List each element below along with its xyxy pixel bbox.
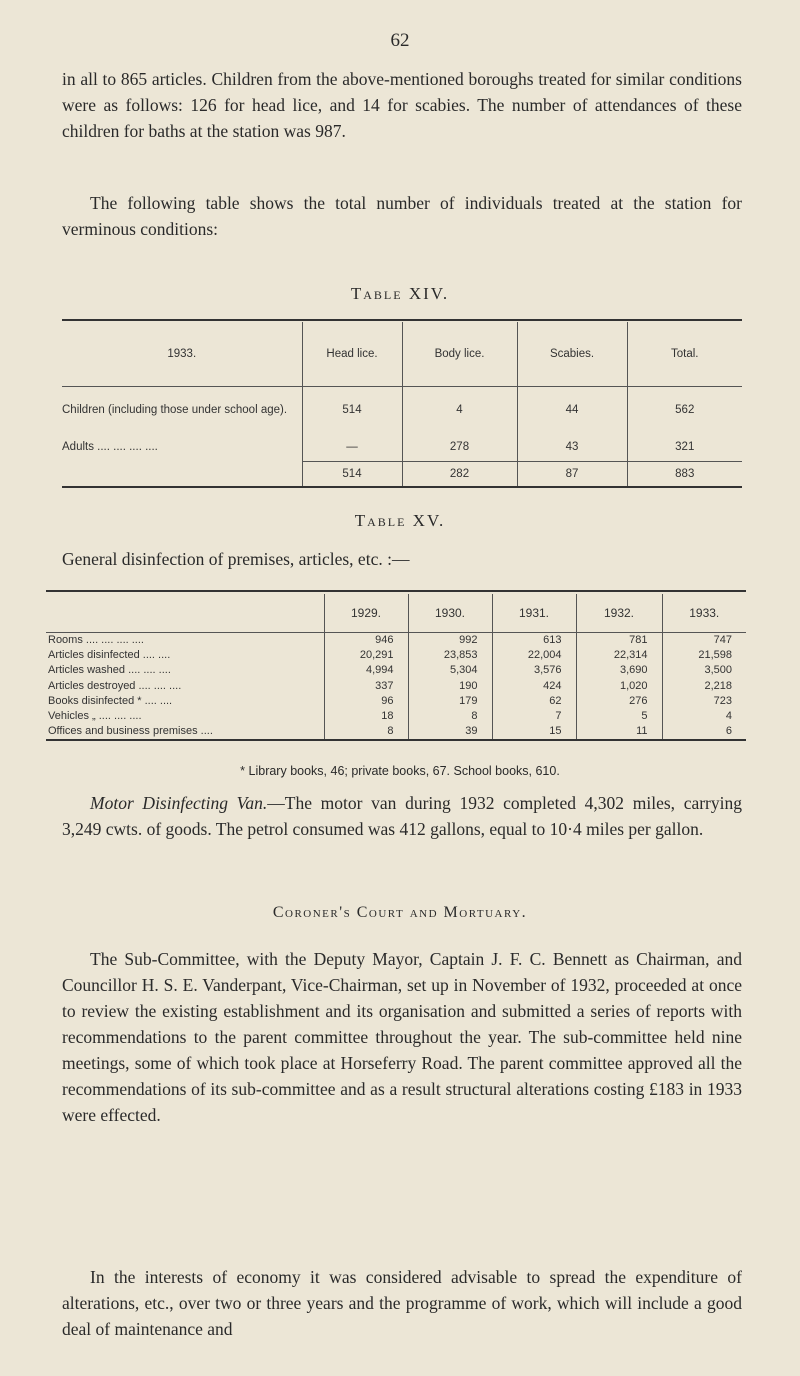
column-header: Scabies. xyxy=(517,322,627,387)
column-header xyxy=(46,594,324,633)
column-header: Total. xyxy=(627,322,742,387)
column-header: 1933. xyxy=(662,594,746,633)
table-header-row xyxy=(46,594,746,633)
table-cell: 321 xyxy=(627,433,742,462)
table-cell: 278 xyxy=(402,433,517,462)
table-xv-top-rule xyxy=(46,590,746,592)
table-cell: 4 xyxy=(662,709,746,724)
row-label: Articles disinfected .... .... xyxy=(48,649,171,662)
table-cell: 96 xyxy=(324,694,408,709)
table-cell: 190 xyxy=(408,679,492,694)
table-cell: 39 xyxy=(408,724,492,740)
intro-paragraph: in all to 865 articles. Children from the above-mentioned boroughs treated for similar conditions were as follows: 126 for head lice, and 14 for scabies. The number of attendances of these children for baths at the station was 987. xyxy=(62,69,742,141)
table-xv-footnote: * Library books, 46; private books, 67. School books, 610. xyxy=(240,764,560,778)
table-cell: 8 xyxy=(324,724,408,740)
coroner-paragraph-2: In the interests of economy it was considered advisable to spread the expenditure of alterations, etc., over two or three years and the programme of work, which will include a good deal of maintenance and xyxy=(62,1267,742,1339)
motor-van-text: —The motor van during 1932 completed 4,302 miles, carrying 3,249 cwts. of goods. The petrol consumed was 412 gallons, equal to 10·4 miles per gallon. xyxy=(62,793,743,839)
row-label: Rooms .... .... .... .... xyxy=(48,634,144,647)
table-cell: 179 xyxy=(408,694,492,709)
table-xv-caption: Table XV. xyxy=(354,511,446,530)
table-cell: 22,004 xyxy=(492,648,576,663)
table-cell: 15 xyxy=(492,724,576,740)
table-cell xyxy=(62,462,302,488)
table-cell: 276 xyxy=(576,694,662,709)
table-xiv xyxy=(62,322,742,488)
table-cell: 62 xyxy=(492,694,576,709)
table-cell: 562 xyxy=(627,387,742,434)
table-cell: 946 xyxy=(324,633,408,649)
row-label: Offices and business premises .... xyxy=(46,724,324,740)
table-xv xyxy=(46,594,746,741)
table-cell: 723 xyxy=(662,694,746,709)
row-label: Vehicles „ .... .... .... xyxy=(48,710,142,723)
table-cell: 4 xyxy=(402,387,517,434)
table-cell: 6 xyxy=(662,724,746,740)
column-header: Body lice. xyxy=(402,322,517,387)
table-cell: 2,218 xyxy=(662,679,746,694)
table-cell: 5,304 xyxy=(408,663,492,678)
table-cell: 992 xyxy=(408,633,492,649)
table-cell: 11 xyxy=(576,724,662,740)
table-cell: 514 xyxy=(302,387,402,434)
table-cell: 747 xyxy=(662,633,746,649)
table-cell: 883 xyxy=(627,462,742,488)
column-header: 1929. xyxy=(324,594,408,633)
page-number: 62 xyxy=(390,30,410,51)
table-cell: 613 xyxy=(492,633,576,649)
table-cell: 21,598 xyxy=(662,648,746,663)
table-cell: 4,994 xyxy=(324,663,408,678)
table-row xyxy=(62,387,742,434)
table-cell: 43 xyxy=(517,433,627,462)
row-label: Adults .... .... .... .... xyxy=(62,440,158,453)
row-label: Articles washed .... .... .... xyxy=(48,664,171,677)
table-row xyxy=(46,694,746,709)
table-row xyxy=(46,709,746,724)
table-row xyxy=(62,433,742,462)
column-header: 1930. xyxy=(408,594,492,633)
table-cell: 18 xyxy=(324,709,408,724)
table-cell: 424 xyxy=(492,679,576,694)
table-cell: 7 xyxy=(492,709,576,724)
table-cell: 8 xyxy=(408,709,492,724)
table-cell: 3,690 xyxy=(576,663,662,678)
table-xiv-caption: Table XIV. xyxy=(350,284,450,303)
table-total-row xyxy=(62,462,742,488)
table-xiv-top-rule xyxy=(62,319,742,321)
motor-van-paragraph xyxy=(62,790,742,842)
table-cell: 22,314 xyxy=(576,648,662,663)
row-label: Children (including those under school age). xyxy=(62,403,288,416)
table-header-row xyxy=(62,322,742,387)
column-header: 1933. xyxy=(62,322,302,387)
table-intro-paragraph: The following table shows the total number of individuals treated at the station for verminous conditions: xyxy=(62,193,742,239)
table-cell: 3,500 xyxy=(662,663,746,678)
table-cell: 20,291 xyxy=(324,648,408,663)
coroner-paragraph-1: The Sub-Committee, with the Deputy Mayor, Captain J. F. C. Bennett as Chairman, and Councillor H. S. E. Vanderpant, Vice-Chairman, set up in November of 1932, proceeded at once to review the existing establishment and its organisation and submitted a series of reports with recommendations to the parent committee throughout the year. The sub-committee held nine meetings, some of which took place at Horseferry Road. The parent committee approved all the recommendations of its sub-committee and as a result structural alterations costing £183 in 1933 were effected. xyxy=(62,949,742,1125)
column-header: 1932. xyxy=(576,594,662,633)
table-cell: 87 xyxy=(517,462,627,488)
row-label: Books disinfected * .... .... xyxy=(48,694,173,707)
table-cell: 3,576 xyxy=(492,663,576,678)
motor-van-runin: Motor Disinfecting Van. xyxy=(90,793,268,813)
section-heading-coroner: Coroner's Court and Mortuary. xyxy=(272,904,528,921)
column-header: 1931. xyxy=(492,594,576,633)
table-cell: 282 xyxy=(402,462,517,488)
table-xv-intro: General disinfection of premises, articles, etc. :— xyxy=(62,549,410,569)
table-row xyxy=(46,724,746,740)
table-cell: 1,020 xyxy=(576,679,662,694)
table-cell: 44 xyxy=(517,387,627,434)
table-cell: 23,853 xyxy=(408,648,492,663)
table-cell: 781 xyxy=(576,633,662,649)
table-row xyxy=(46,663,746,678)
table-row xyxy=(46,633,746,649)
table-cell: 337 xyxy=(324,679,408,694)
column-header: Head lice. xyxy=(302,322,402,387)
table-cell: 5 xyxy=(576,709,662,724)
row-label: Articles destroyed .... .... .... xyxy=(48,679,182,692)
table-cell: — xyxy=(302,433,402,462)
table-row xyxy=(46,648,746,663)
table-row xyxy=(46,679,746,694)
table-cell: 514 xyxy=(302,462,402,488)
